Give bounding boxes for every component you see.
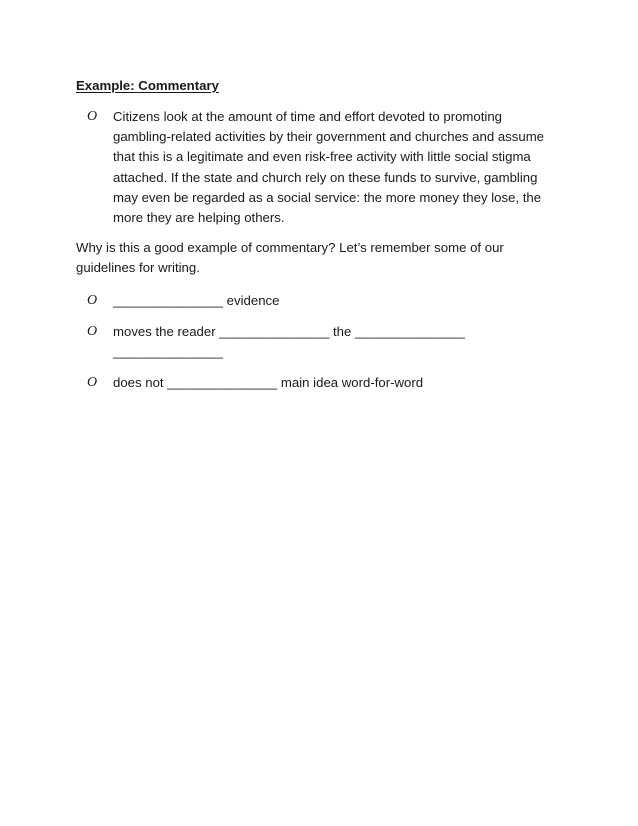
bullet-marker: O	[87, 375, 98, 390]
bullet-marker: O	[87, 109, 98, 124]
example-bullet	[76, 107, 566, 228]
list-item	[76, 373, 566, 393]
question-line: guidelines for writing.	[76, 260, 200, 276]
guideline-item-3	[76, 373, 566, 393]
guideline-item-1	[76, 291, 566, 311]
question-line: Why is this a good example of commentary? Let’s remember some of our	[76, 240, 504, 255]
guideline-item-2	[76, 322, 566, 362]
example-line: attached. If the state and church rely on these funds to survive, gambling	[113, 169, 538, 185]
list-item	[76, 107, 566, 228]
question-paragraph	[76, 238, 566, 278]
list-item	[76, 291, 566, 311]
example-line: Citizens look at the amount of time and effort devoted to promoting	[113, 109, 503, 124]
bullet-marker: O	[87, 324, 98, 339]
section-heading: Example: Commentary	[76, 78, 219, 93]
list-item	[76, 322, 566, 362]
example-line: that this is a legitimate and even risk-free activity with little social stigma	[113, 149, 531, 165]
example-line: may even be regarded as a social service: the more money they lose, the	[113, 189, 542, 205]
bullet-marker: O	[87, 293, 98, 308]
guideline-line: moves the reader _______________ the _______________	[113, 324, 465, 339]
example-line: gambling-related activities by their government and churches and assume	[113, 129, 545, 145]
guideline-line: does not _______________ main idea word-for-word	[113, 375, 424, 390]
example-line: more they are helping others.	[113, 210, 285, 226]
guideline-line: _______________ evidence	[113, 293, 280, 308]
guideline-line: _______________	[113, 344, 224, 360]
